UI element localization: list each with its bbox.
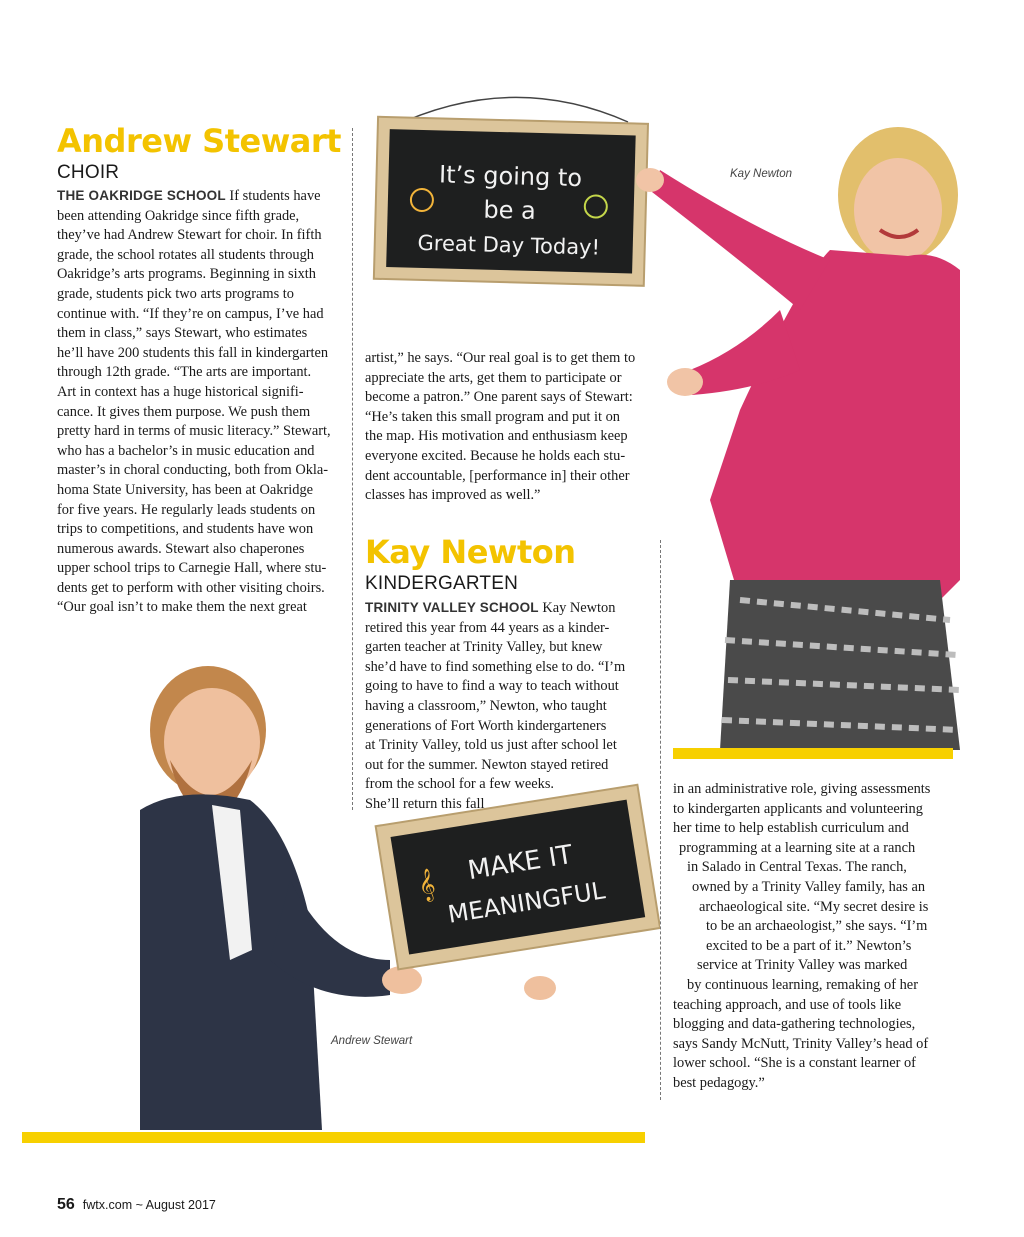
andrew-body-line: “He’s taken this small program and put it on — [365, 408, 620, 425]
column-rule-1 — [352, 128, 353, 810]
kay-chalk-line-3: Great Day Today! — [417, 230, 601, 260]
andrew-body-line: for five years. He regularly leads students on — [57, 501, 316, 518]
kay-body-line: having a classroom,” Newton, who taught — [365, 697, 607, 714]
kay-body-line: She’ll return this fall — [365, 795, 485, 812]
andrew-body-line: THE OAKRIDGE SCHOOL If students have — [57, 188, 321, 204]
andrew-body-line: continue with. “If they’re on campus, I’ve had — [57, 305, 324, 322]
kay-body-line: lower school. “She is a constant learner of — [673, 1055, 916, 1072]
andrew-stewart-body-continued — [365, 349, 650, 506]
andrew-body-line: homa State University, has been at Oakridge — [57, 481, 314, 498]
andrew-body-line: cance. It gives them purpose. We push them — [57, 403, 311, 420]
kay-body-line: to be an archaeologist,” she says. “I’m — [706, 918, 928, 935]
andrew-body-line: Art in context has a huge historical signifi- — [57, 383, 304, 400]
andrew-body-line: dents get to perform with other visiting choirs. — [57, 579, 325, 596]
folio-text: fwtx.com ~ August 2017 — [82, 1198, 216, 1212]
kay-newton-heading: Kay Newton — [365, 533, 576, 571]
andrew-body-line: he’ll have 200 students this fall in kindergarten — [57, 344, 329, 361]
andrew-chalk-line-2: MEANINGFUL — [445, 876, 607, 929]
andrew-body-line: grade, the school rotates all students through — [57, 246, 314, 263]
kay-body-line: from the school for a few weeks. — [365, 776, 555, 793]
column-rule-2 — [660, 540, 661, 1100]
kay-photo-caption: Kay Newton — [730, 168, 793, 180]
kay-photo-bar — [673, 748, 953, 759]
andrew-body-line: “Our goal isn’t to make them the next great — [57, 599, 307, 616]
andrew-body-line: the map. His motivation and enthusiasm keep — [365, 428, 628, 445]
kay-body-line: her time to help establish curriculum and — [673, 820, 909, 837]
kay-body-line: archaeological site. “My secret desire is — [699, 898, 929, 915]
andrew-stewart-subject: CHOIR — [57, 162, 120, 183]
page-folio — [57, 1196, 216, 1214]
andrew-body-line: appreciate the arts, get them to participate or — [365, 369, 622, 386]
andrew-body-line: numerous awards. Stewart also chaperones — [57, 540, 305, 557]
kay-body-line: garten teacher at Trinity Valley, but knew — [365, 639, 603, 656]
kay-chalk-line-2: be a — [483, 195, 537, 225]
andrew-body-line: who has a bachelor’s in music education and — [57, 442, 315, 459]
andrew-body-line: through 12th grade. “The arts are important. — [57, 364, 312, 381]
kay-body-line: in Salado in Central Texas. The ranch, — [687, 859, 907, 876]
andrew-stewart-heading: Andrew Stewart — [57, 122, 341, 160]
kay-body-line: in an administrative role, giving assessments — [673, 781, 931, 797]
svg-text:𝄞: 𝄞 — [415, 866, 438, 903]
andrew-body-line: artist,” he says. “Our real goal is to get them to — [365, 350, 636, 366]
andrew-body-line: become a patron.” One parent says of Stewart: — [365, 389, 633, 406]
andrew-school-name: THE OAKRIDGE SCHOOL — [57, 188, 226, 203]
kay-body-line: going to have to find a way to teach without — [365, 678, 619, 695]
kay-body-line: to kindergarten applicants and volunteering — [673, 800, 923, 817]
andrew-body-line: master’s in choral conducting, both from Okla- — [57, 462, 329, 479]
andrew-body-line: been attending Oakridge since fifth grade, — [57, 207, 300, 224]
andrew-body-line: grade, students pick two arts programs to — [57, 285, 294, 302]
kay-body-line: service at Trinity Valley was marked — [697, 957, 908, 974]
kay-body-line: she’d have to find something else to do. “I’m — [365, 658, 626, 675]
kay-body-line: excited to be a part of it.” Newton’s — [706, 937, 912, 954]
kay-body-line: blogging and data-gathering technologies, — [673, 1016, 916, 1033]
andrew-photo-caption: Andrew Stewart — [331, 1035, 413, 1047]
kay-body-line: programming at a learning site at a ranch — [679, 839, 916, 856]
andrew-stewart-body — [57, 186, 347, 618]
kay-newton-body — [365, 598, 655, 815]
kay-newton-body-continued — [673, 780, 963, 1094]
andrew-body-line: dent accountable, [performance in] their other — [365, 467, 630, 484]
kay-body-line: says Sandy McNutt, Trinity Valley’s head of — [673, 1035, 929, 1052]
kay-chalk-line-1: It’s going to — [438, 160, 583, 193]
kay-body-line: generations of Fort Worth kindergarteners — [365, 717, 607, 734]
kay-body-line: TRINITY VALLEY SCHOOL Kay Newton — [365, 600, 616, 616]
kay-body-line: at Trinity Valley, told us just after school let — [365, 737, 617, 754]
kay-chalkboard — [374, 117, 648, 286]
andrew-photo-bar — [22, 1132, 645, 1143]
kay-body-line: owned by a Trinity Valley family, has an — [692, 878, 926, 895]
kay-body-line: teaching approach, and use of tools like — [673, 996, 902, 1013]
andrew-body-line: classes has improved as well.” — [365, 487, 541, 504]
andrew-body-line: they’ve had Andrew Stewart for choir. In fifth — [57, 227, 322, 244]
andrew-body-line: trips to competitions, and students have won — [57, 521, 314, 538]
kay-newton-subject: KINDERGARTEN — [365, 573, 519, 594]
andrew-body-line: Oakridge’s arts programs. Beginning in sixth — [57, 266, 316, 283]
andrew-body-line: pretty hard in terms of music literacy.” Stewart, — [57, 423, 331, 440]
kay-body-line: by continuous learning, remaking of her — [687, 976, 918, 993]
kay-body-line: retired this year from 44 years as a kinder- — [365, 619, 610, 636]
andrew-chalk-line-1: MAKE IT — [465, 839, 575, 887]
andrew-body-line: everyone excited. Because he holds each stu- — [365, 447, 626, 464]
page-number: 56 — [57, 1196, 75, 1213]
kay-body-line: out for the summer. Newton stayed retired — [365, 756, 609, 773]
andrew-body-line: them in class,” says Stewart, who estimates — [57, 325, 308, 342]
andrew-body-line: upper school trips to Carnegie Hall, where stu- — [57, 560, 327, 577]
kay-school-name: TRINITY VALLEY SCHOOL — [365, 600, 539, 615]
kay-body-line: best pedagogy.” — [673, 1074, 765, 1091]
